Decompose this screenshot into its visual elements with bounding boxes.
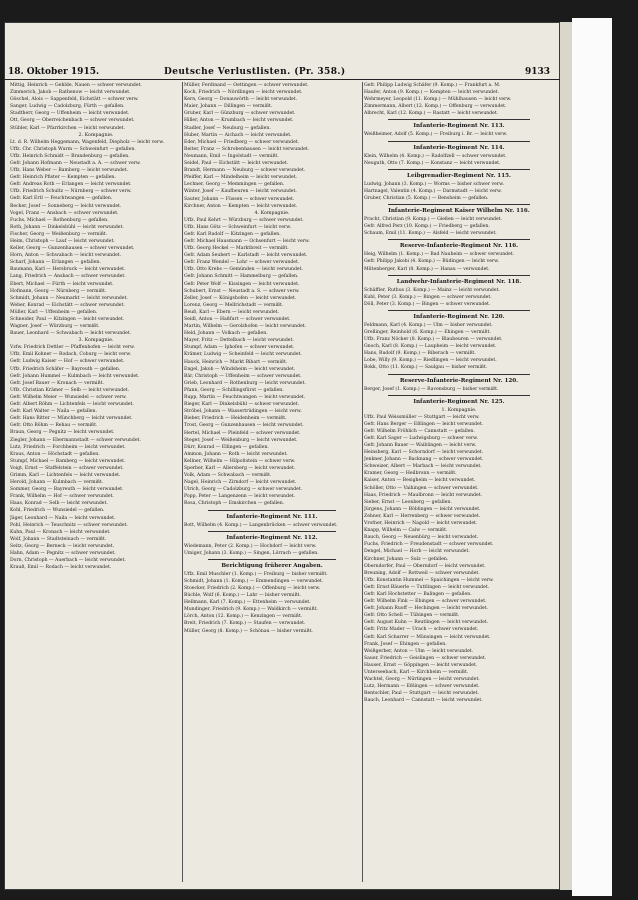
casualty-entry: Uffz. Chr. Christoph Wurm — Schweinfurt — gefallen. xyxy=(10,146,136,152)
casualty-entry: Gefr. Adam Seubert — Karlstadt — leicht verwundet. xyxy=(184,253,308,259)
casualty-entry: Feldmann, Karl (4. Komp.) — Ulm — bisher verwundet. xyxy=(364,322,493,328)
casualty-entry: Popp, Peter — Langenzenn — leicht verwundet. xyxy=(184,494,296,500)
casualty-entry: Winter, Josef — Kaufbeuren — leicht verwundet. xyxy=(184,189,297,195)
casualty-entry: Kirchner, Johann — Sulz — gefallen. xyxy=(364,556,449,562)
casualty-entry: Fischer, Georg — Weißenburg — vermißt. xyxy=(10,231,108,237)
casualty-entry: Gefr. Otto Böhm — Rehau — vermißt. xyxy=(10,423,98,429)
casualty-entry: Ulrich, Georg — Cadolzburg — schwer verwundet. xyxy=(184,487,303,493)
casualty-entry: Koch, Friedrich — Nördlingen — leicht verwundet. xyxy=(184,90,303,96)
casualty-entry: Sanger, Ludwig — Cadolzburg, Fürth — gefallen. xyxy=(10,104,125,110)
casualty-entry: Breit, Friedrich (7. Komp.) — Staufen — verwundet. xyxy=(184,621,306,627)
header-title: Deutsche Verlustlisten. (Pr. 358.) xyxy=(164,67,346,77)
casualty-entry: Sauer, Friedrich — Geislingen — schwer verwundet. xyxy=(364,655,487,661)
casualty-entry: Jürgens, Johann — Böblingen — leicht verwundet. xyxy=(364,506,481,512)
casualty-entry: Stumpf, Michael — Bamberg — leicht verwundet. xyxy=(10,458,126,464)
casualty-entry: Heinsberg, Karl — Schorndorf — leicht verwundet. xyxy=(364,450,484,456)
casualty-entry: Uffz. Georg Heckel — Marktbreit — vermißt. xyxy=(184,246,289,252)
casualty-entry: Hauck, Heinrich — Markt Bibart — vermißt. xyxy=(184,359,288,365)
casualty-entry: Bott, Wilhelm (4. Komp.) — Langenbrücken — schwer verwundet. xyxy=(184,522,338,528)
casualty-entry: Gefr. Ludwig Kaiser — Hof — schwer verwundet. xyxy=(10,359,125,365)
section-heading: Leibgrenadier-Regiment Nr. 115. xyxy=(407,172,511,179)
casualty-entry: Gefr. Alfred Perz (10. Komp.) — Friedberg — gefallen. xyxy=(364,224,490,230)
casualty-entry: Gefr. Wilhelm Fröhlich — Cannstatt — gefallen. xyxy=(364,428,475,434)
casualty-entry: Maier, Johann — Dillingen — vermißt. xyxy=(184,104,273,110)
casualty-entry: Steger, Josef — Weißenburg — leicht verwundet. xyxy=(184,437,298,443)
casualty-entry: Seidl, Anton — Haßfurt — schwer verwundet. xyxy=(184,317,291,322)
casualty-entry: Ziegler, Johann — Ebermannstadt — schwer verwundet. xyxy=(10,437,141,443)
casualty-entry: Kuhn, Paul — Kronach — leicht verwundet. xyxy=(10,529,111,535)
column-3 xyxy=(364,82,554,882)
casualty-entry: Unterseebach, Karl — Kirchheim — vermißt. xyxy=(364,670,469,675)
page-edge xyxy=(560,22,572,890)
company-heading: 3. Kompagnie. xyxy=(78,338,114,344)
casualty-entry: Umiger, Johann (3. Komp.) — Singen, Lörrach — gefallen. xyxy=(184,550,319,556)
section-heading: Reserve-Infanterie-Regiment Nr. 120. xyxy=(399,377,519,384)
casualty-entry: Hiller, Anton — Krumbach — leicht verwundet. xyxy=(184,118,294,124)
casualty-entry: Vrofner, Heinrich — Nagold — leicht verwundet. xyxy=(364,521,478,527)
casualty-entry: Held, Johann — Volkach — gefallen. xyxy=(184,331,268,337)
casualty-entry: Weber, Konrad — Eichstätt — schwer verwundet. xyxy=(10,302,125,308)
casualty-entry: Stumpf, Adam — Iphofen — schwer verwundet. xyxy=(184,345,295,351)
section-heading: Infanterie-Regiment Nr. 111. xyxy=(226,513,318,520)
casualty-entry: Eder, Michael — Friedberg — schwer verwundet. xyxy=(184,139,300,145)
casualty-entry: Gefr. Karl Walter — Naila — gefallen. xyxy=(10,409,97,415)
casualty-entry: Fuchs, Michael — Rothenburg — gefallen. xyxy=(10,217,109,223)
casualty-entry: Uffz. Friedrich Schäfer — Bayreuth — gefallen. xyxy=(10,366,121,372)
casualty-entry: Dorn, Christoph — Auerbach — leicht verwundet. xyxy=(10,558,126,564)
section-rule xyxy=(388,141,530,142)
casualty-entry: Gefr. Johann Schmitt — Hammelburg — gefallen. xyxy=(184,274,299,280)
casualty-entry: Gefr. Hans Berger — Eßlingen — leicht verwundet. xyxy=(364,421,484,427)
casualty-entry: Uffz. Emil Muschler (1. Komp.) — Freiburg — bisher vermißt. xyxy=(184,571,328,577)
casualty-entry: Engel, Jakob — Windsheim — leicht verwundet. xyxy=(184,366,296,372)
casualty-entry: Schubert, Ernst — Neustadt a. S. — schwer verw. xyxy=(184,288,300,294)
casualty-entry: Pfann, Georg — Schillingsfürst — gefallen. xyxy=(184,387,284,393)
section-rule xyxy=(388,374,530,375)
casualty-entry: Gefr. Johann Bauer — Waiblingen — leicht verw. xyxy=(364,443,477,448)
scan-background xyxy=(572,18,612,896)
section-heading: Infanterie-Regiment Nr. 125. xyxy=(413,398,505,405)
casualty-entry: Uffz. Hans Götz — Schweinfurt — leicht verw. xyxy=(184,224,292,230)
casualty-entry: Mittig, Heinrich — Gehlde, Nauen — schwer verwundet. xyxy=(10,83,142,88)
casualty-entry: Lang, Friedrich — Ansbach — schwer verwundet. xyxy=(10,274,126,280)
column-divider xyxy=(362,82,363,882)
casualty-entry: Gefr. Otto Schell — Tübingen — vermißt. xyxy=(364,613,460,619)
casualty-entry: Ludwig, Johann (3. Komp.) — Worms — bisher schwer verw. xyxy=(364,181,504,187)
casualty-entry: Gefr. Johann Hofmann — Neustadt a. A. — schwer verw. xyxy=(10,160,141,166)
newspaper-page xyxy=(4,22,560,890)
casualty-entry: Lt. d. R. Wilhelm Heggemann, Wagenfeld, Diepholz — leicht verw. xyxy=(10,139,165,145)
casualty-entry: Dengel, Michael — Horb — leicht verwundet. xyxy=(364,549,470,555)
casualty-entry: Gruber, Karl — Günzburg — schwer verwundet. xyxy=(184,111,296,117)
casualty-entry: Rauch, Georg — Neuenbürg — leicht verwundet. xyxy=(364,535,479,541)
casualty-entry: Sieber, Ernst — Leonberg — gefallen. xyxy=(364,499,452,505)
casualty-entry: Gefr. Karl Hochstetter — Balingen — gefallen. xyxy=(364,591,472,597)
casualty-entry: Hellmann, Karl (7. Komp.) — Ettenheim — verwundet. xyxy=(184,600,311,606)
casualty-entry: Kellner, Wilhelm — Hilpoltstein — schwer verw. xyxy=(184,458,296,464)
casualty-entry: Roth, Johann — Dinkelsbühl — leicht verwundet. xyxy=(10,224,124,230)
page-header xyxy=(4,65,560,80)
section-rule xyxy=(388,169,530,170)
casualty-entry: Wolf, Johann — Stadtsteinach — vermißt. xyxy=(10,536,107,542)
casualty-entry: Breuning, Adolf — Rottweil — schwer verwundet. xyxy=(364,570,480,576)
casualty-entry: Grieb, Leonhard — Rothenburg — leicht verwundet. xyxy=(184,380,306,386)
casualty-entry: Lutz, Hermann — Eßlingen — schwer verwundet. xyxy=(364,684,480,690)
casualty-entry: Ebert, Michael — Fürth — leicht verwundet. xyxy=(10,281,114,287)
casualty-entry: Göschel, Alois — Sappenfeld, Eichstätt — schwer verw. xyxy=(10,97,139,103)
casualty-entry: Fuchs, Friedrich — Freudenstadt — schwer verwundet. xyxy=(364,542,494,548)
casualty-entry: Gefr. Peter Wolf — Kissingen — leicht verwundet. xyxy=(184,281,300,287)
casualty-entry: Schmidt, Johann — Neumarkt — leicht verwundet. xyxy=(10,295,128,301)
casualty-entry: Nagel, Heinrich — Zirndorf — leicht verwundet. xyxy=(184,480,297,486)
casualty-entry: Hans, Rudolf (9. Komp.) — Biberach — vermißt. xyxy=(364,351,476,357)
casualty-entry: Gefr. Ernst Bäuerle — Tuttlingen — leicht verwundet. xyxy=(364,584,490,590)
casualty-entry: Uffz. Paul Weissmüller — Stuttgart — leicht verw. xyxy=(364,414,480,420)
company-heading: 4. Kompagnie. xyxy=(254,210,290,216)
casualty-entry: Gefr. Johann Ruoff — Hechingen — leicht verwundet. xyxy=(364,606,488,612)
casualty-entry: Weißheimer, Adolf (5. Komp.) — Freiburg i. Br. — leicht verw. xyxy=(364,132,508,138)
casualty-entry: Lechner, Georg — Memmingen — gefallen. xyxy=(184,182,285,188)
casualty-entry: Horn, Anton — Schwabach — leicht verwundet. xyxy=(10,253,122,259)
casualty-entry: Miltenberger, Karl (8. Komp.) — Hanau — verwundet. xyxy=(364,266,490,272)
casualty-entry: Reiter, Franz — Schrobenhausen — leicht verwundet. xyxy=(184,146,310,152)
casualty-entry: Kaiser, Anton — Besigheim — leicht verwundet. xyxy=(364,478,476,484)
casualty-entry: Hahn, Adam — Pegnitz — schwer verwundet. xyxy=(10,551,116,556)
casualty-entry: Stadler, Josef — Neuburg — gefallen. xyxy=(184,125,271,131)
casualty-entry: Gefr. Wilhelm Meier — Wunsiedel — schwer verw. xyxy=(10,394,127,400)
casualty-entry: Bokk, Otto (11. Komp.) — Saulgau — bisher vermißt. xyxy=(364,365,488,371)
casualty-entry: Schäffler, Ruthus (3. Komp.) — Mainz — leicht verwundet. xyxy=(364,287,500,293)
casualty-entry: Uffz. Friedrich Schultz — Nürnberg — schwer verw. xyxy=(10,189,132,195)
casualty-entry: Grimm, Karl — Lichtenfels — leicht verwundet. xyxy=(10,472,121,478)
casualty-entry: Hertel, Michael — Pleinfeld — schwer verwundet. xyxy=(184,430,301,436)
casualty-entry: Pracht, Christian (9. Komp.) — Gießen — leicht verwundet. xyxy=(364,217,503,223)
casualty-entry: Lutz, Friedrich — Forchheim — leicht verwundet. xyxy=(10,444,126,450)
casualty-entry: Baumann, Karl — Hersbruck — leicht verwundet. xyxy=(10,267,126,273)
casualty-entry: Mayer, Fritz — Dettelbach — leicht verwundet. xyxy=(184,338,294,344)
section-heading: Infanterie-Regiment Nr. 113. xyxy=(413,123,505,130)
casualty-entry: Rosa, Christoph — Emskirchen — gefallen. xyxy=(184,501,285,507)
casualty-entry: Gefr. Josef Bauer — Kronach — vermißt. xyxy=(10,380,104,386)
casualty-entry: Ammon, Johann — Roth — leicht verwundet. xyxy=(184,451,288,457)
casualty-entry: Huber, Martin — Aichach — leicht verwundet. xyxy=(184,132,292,138)
casualty-entry: Seidel, Paul — Eichstätt — leicht verwundet. xyxy=(184,161,289,167)
casualty-entry: Oberndorfer, Paul — Oberndorf — leicht verwundet. xyxy=(364,563,486,569)
casualty-entry: Gefr. Heinrich Pfister — Kempten — gefallen. xyxy=(10,175,116,181)
casualty-entry: Schaum, Emil (11. Komp.) — Alsfeld — leicht verwundet. xyxy=(364,231,497,237)
casualty-entry: Haufer, Anton (9. Komp.) — Kempten — leicht verwundet. xyxy=(364,90,499,96)
casualty-entry: Neumann, Emil — Ingolstadt — vermißt. xyxy=(184,153,279,159)
casualty-entry: Pohl, Heinrich — Teuschnitz — schwer verwundet. xyxy=(10,522,128,528)
casualty-entry: Martin, Wilhelm — Gerolzhofen — leicht verwundet. xyxy=(184,324,307,330)
column-1 xyxy=(10,82,182,882)
section-heading: Berichtigung früherer Angaben. xyxy=(221,562,323,569)
casualty-entry: Jenkner, Johann — Backnang — schwer verwundet. xyxy=(364,457,484,463)
casualty-entry: Frank, Josef — Ehingen — gefallen. xyxy=(364,641,447,647)
casualty-entry: Klein, Wilhelm (4. Komp.) — Radolfzell — schwer verwundet. xyxy=(364,153,507,159)
casualty-entry: Haas, Friedrich — Maulbronn — leicht verwundet. xyxy=(364,492,483,498)
section-heading: Infanterie-Regiment Nr. 114. xyxy=(413,144,505,151)
casualty-entry: Gefr. Franz Wendel — Lohr — schwer verwundet. xyxy=(184,260,300,266)
casualty-entry: Haas, Konrad — Selb — leicht verwundet. xyxy=(10,501,108,507)
column-2 xyxy=(184,82,360,882)
casualty-entry: Brandt, Hermann — Neuburg — schwer verwundet. xyxy=(184,168,306,174)
casualty-entry: Rupp, Martin — Feuchtwangen — leicht verwundet. xyxy=(184,395,306,401)
casualty-entry: Uffz. Franz Nöcker (8. Komp.) — Blaubeuren — verwundet. xyxy=(364,337,503,343)
casualty-entry: Wehrmeyer, Leopold (11. Komp.) — Mühlhausen — leicht verw. xyxy=(364,97,512,103)
section-rule xyxy=(208,559,336,560)
casualty-entry: Gruber, Christian (5. Komp.) — Bensheim — gefallen. xyxy=(364,195,489,201)
casualty-entry: Zimmermann, Albert (12. Komp.) — Offenburg — verwundet. xyxy=(364,104,507,110)
casualty-entry: Müller, Ferdinand — Oettingen — schwer verwundet. xyxy=(184,83,309,88)
section-rule xyxy=(388,119,530,120)
casualty-entry: Heim, Christoph — Lauf — leicht verwundet. xyxy=(10,238,115,244)
column-divider xyxy=(182,82,183,882)
casualty-entry: Trost, Georg — Gunzenhausen — leicht verwundet. xyxy=(184,423,304,429)
casualty-entry: Berger, Josef (1. Komp.) — Ravensburg — bisher vermißt. xyxy=(364,386,499,392)
casualty-entry: Hauser, Ernst — Göppingen — leicht verwundet. xyxy=(364,662,478,668)
company-heading: 2. Kompagnie. xyxy=(78,132,114,138)
casualty-entry: Stadtherr, Georg — Uffenheim — leicht verwundet. xyxy=(10,111,130,117)
casualty-entry: Dürr, Konrad — Ellingen — gefallen. xyxy=(184,444,269,450)
casualty-entry: Zeller, Josef — Königshofen — leicht verwundet. xyxy=(184,295,297,301)
casualty-entry: Kraus, Anton — Höchstadt — gefallen. xyxy=(10,451,100,457)
casualty-entry: Gefr. Hans Ritter — Münchberg — leicht verwundet. xyxy=(10,416,133,422)
casualty-entry: Stübler, Karl — Pfarrkirchen — leicht verwundet. xyxy=(10,125,125,131)
section-rule xyxy=(208,510,336,511)
casualty-entry: Döll, Peter (3. Komp.) — Bingen — schwer verwundet. xyxy=(364,301,491,307)
casualty-entry: Wagner, Josef — Würzburg — vermißt. xyxy=(10,324,100,330)
section-rule xyxy=(388,310,530,311)
casualty-entry: Müller, Karl — Uffenheim — gefallen. xyxy=(10,309,98,315)
casualty-entry: Gefr. Fritz Mader — Urach — schwer verwundet. xyxy=(364,627,479,633)
casualty-entry: Schöller, Otto — Vaihingen — schwer verwundet. xyxy=(364,485,479,491)
casualty-entry: Gefr. Philipp Jakobi (4. Komp.) — Büdingen — leicht verw. xyxy=(364,259,499,265)
casualty-entry: Schweizer, Albert — Marbach — leicht verwundet. xyxy=(364,464,482,470)
section-rule xyxy=(388,204,530,205)
casualty-entry: Müller, Georg (8. Komp.) — Schönau — bisher vermißt. xyxy=(184,628,313,634)
casualty-entry: Voigt, Ernst — Staffelstein — schwer verwundet. xyxy=(10,465,124,471)
casualty-entry: Gefr. Karl Ertl — Feuchtwangen — gefallen. xyxy=(10,196,113,202)
casualty-entry: Uffz. Emil Kohner — Rodach, Coburg — leicht verw. xyxy=(10,352,132,358)
casualty-entry: Ströbel, Johann — Wassertrüdingen — leicht verw. xyxy=(184,409,302,415)
casualty-entry: Rauch, Leonhard — Cannstatt — leicht verwundet. xyxy=(364,698,483,704)
casualty-entry: Zimmerich, Jakob — Rathenow — leicht verwundet. xyxy=(10,90,131,96)
casualty-entry: Gefr. Albert Röhm — Lichtenfels — leicht verwundet. xyxy=(10,402,134,408)
casualty-entry: Krämer, Ludwig — Scheinfeld — leicht verwundet. xyxy=(184,352,302,358)
casualty-entry: Rentschler, Paul — Stuttgart — leicht verwundet. xyxy=(364,691,479,697)
casualty-entry: Herold, Johann — Kulmbach — vermißt. xyxy=(10,480,104,486)
casualty-entry: Gefr. Michael Hausmann — Ochsenfurt — leicht verw. xyxy=(184,238,310,244)
section-heading: Infanterie-Regiment Nr. 112. xyxy=(226,534,318,541)
casualty-entry: Jäger, Leonhard — Naila — leicht verwundet. xyxy=(10,515,116,521)
casualty-entry: Schneider, Paul — Kitzingen — leicht verwundet. xyxy=(10,317,125,322)
casualty-entry: Weißgerber, Anton — Ulm — leicht verwundet. xyxy=(364,648,474,654)
casualty-entry: Kohl, Friedrich — Wunsiedel — gefallen. xyxy=(10,508,105,514)
section-rule xyxy=(388,239,530,240)
casualty-entry: Uffz. Hans Weber — Bamberg — leicht verwundet. xyxy=(10,168,129,174)
casualty-entry: Hofmann, Georg — Nürnberg — vermißt. xyxy=(10,288,107,294)
casualty-entry: Ott, Georg — Oberreichenbach — schwer verwundet. xyxy=(10,118,135,124)
casualty-entry: Sauter, Johann — Füssen — schwer verwundet. xyxy=(184,196,295,202)
casualty-entry: Grellinger, Reinhold (6. Komp.) — Ehingen — vermißt. xyxy=(364,329,491,335)
casualty-entry: Uffz. Paul Kehrt — Würzburg — schwer verwundet. xyxy=(184,217,304,223)
casualty-entry: Lobe, Willy (9. Komp.) — Riedlingen — leicht verwundet. xyxy=(364,358,497,364)
casualty-entry: Kuhl, Peter (3. Komp.) — Bingen — schwer verwundet. xyxy=(364,294,492,300)
casualty-entry: Sommer, Georg — Bayreuth — leicht verwundet. xyxy=(10,487,124,493)
casualty-entry: Gefr. Karl Sager — Ludwigsburg — schwer verw. xyxy=(364,435,479,441)
casualty-entry: Neuguth, Otto (7. Komp.) — Konstanz — leicht verwundet. xyxy=(364,160,501,166)
company-heading: 1. Kompagnie. xyxy=(441,407,477,413)
casualty-entry: Gefr. Philipp Ludwig Schäfer (9. Komp.) — Frankfurt a. M. xyxy=(364,83,501,88)
casualty-entry: Becker, Josef — Sonneberg — leicht verwundet. xyxy=(10,203,122,209)
casualty-entry: Bieber, Friedrich — Heidenheim — vermißt. xyxy=(184,416,287,422)
casualty-entry: Pfeiffer, Karl — Mindelheim — leicht verwundet. xyxy=(184,175,298,181)
casualty-entry: Hartnagel, Valentin (4. Komp.) — Darmstadt — leicht verw. xyxy=(364,188,502,194)
casualty-entry: Gefr. Wilhelm Fink — Ebingen — schwer verwundet. xyxy=(364,599,487,605)
header-date: 18. Oktober 1915. xyxy=(8,67,100,77)
section-heading: Infanterie-Regiment Kaiser Wilhelm Nr. 116. xyxy=(388,208,530,215)
casualty-entry: Mundinger, Friedrich (9. Komp.) — Waldkirch — vermißt. xyxy=(184,607,318,613)
casualty-entry: Uffz. Otto Krebs — Gemünden — leicht verwundet. xyxy=(184,267,303,273)
casualty-entry: Albrecht, Karl (12. Komp.) — Rastatt — leicht verwundet. xyxy=(364,111,499,117)
casualty-entry: Stoecker, Friedrich (2. Komp.) — Offenburg — leicht verw. xyxy=(184,586,321,591)
casualty-entry: Rieger, Karl — Dinkelsbühl — schwer verwundet. xyxy=(184,402,300,408)
casualty-entry: Bär, Christoph — Uffenheim — schwer verwundet. xyxy=(184,373,302,379)
casualty-entry: Zehner, Karl — Herrenberg — schwer verwundet. xyxy=(364,513,481,519)
casualty-entry: Uffz. Christian Krämer — Selb — leicht verwundet. xyxy=(10,387,130,393)
section-rule xyxy=(388,395,530,396)
casualty-entry: Uffz. Konstantin Hummel — Spaichingen — leicht verw. xyxy=(364,577,494,583)
casualty-entry: Braun, Georg — Pegnitz — leicht verwundet. xyxy=(10,430,115,436)
casualty-entry: Gefr. Karl Scharrer — Münsingen — leicht verwundet. xyxy=(364,634,491,640)
casualty-entry: Scharf, Johann — Erlangen — gefallen. xyxy=(10,260,101,266)
casualty-entry: Gefr. August Kuhn — Reutlingen — leicht verwundet. xyxy=(364,620,489,626)
casualty-entry: Lörch, Anton (12. Komp.) — Kenzingen — vermißt. xyxy=(184,614,303,620)
header-page-number: 9133 xyxy=(524,67,550,77)
casualty-entry: Sperber, Karl — Allersberg — leicht verwundet. xyxy=(184,465,296,471)
casualty-entry: Kirchner, Anton — Kempten — leicht verwundet. xyxy=(184,203,298,209)
casualty-entry: Volk, Adam — Schwabach — vermißt. xyxy=(184,473,272,479)
casualty-entry: Vzfw. Friedrich Dettler — Pfaffenhofen — leicht verw. xyxy=(10,345,135,351)
casualty-entry: Reuß, Karl — Ebern — leicht verwundet. xyxy=(184,309,279,315)
casualty-entry: Knapp, Wilhelm — Calw — vermißt. xyxy=(364,528,448,534)
section-rule xyxy=(388,275,530,276)
casualty-entry: Uffz. Heinrich Schmidt — Brandenburg — gefallen. xyxy=(10,153,130,159)
section-heading: Reserve-Infanterie-Regiment Nr. 116. xyxy=(399,243,519,250)
casualty-entry: Krauß, Emil — Rodach — leicht verwundet. xyxy=(10,565,112,571)
casualty-entry: Bauer, Leonhard — Schwabach — leicht verwundet. xyxy=(10,331,132,337)
casualty-entry: Seitz, Georg — Berneck — leicht verwundet. xyxy=(10,543,114,549)
casualty-entry: Heig, Wilhelm (1. Komp.) — Bad Nauheim — schwer verwundet. xyxy=(364,252,515,258)
casualty-entry: Lorenz, Georg — Mellrichstadt — vermißt. xyxy=(184,302,284,308)
section-heading: Landwehr-Infanterie-Regiment Nr. 118. xyxy=(396,278,522,285)
section-rule xyxy=(208,531,336,532)
casualty-entry: Schmidt, Johann (1. Komp.) — Emmendingen — verwundet. xyxy=(184,578,324,584)
casualty-entry: Wachtel, Georg — Nürtingen — leicht verwundet. xyxy=(364,677,480,683)
casualty-entry: Gefr. Karl Rudolf — Kitzingen — gefallen. xyxy=(184,231,281,237)
casualty-entry: Kramer, Georg — Heilbronn — vermißt. xyxy=(364,471,457,477)
casualty-entry: Wiedemann, Peter (2. Komp.) — Hochdorf — leicht verw. xyxy=(184,543,317,549)
casualty-entry: Vogel, Franz — Ansbach — schwer verwundet. xyxy=(10,210,119,216)
casualty-entry: Gefr. Johann Hummel — Kulmbach — leicht verwundet. xyxy=(10,373,140,379)
casualty-entry: Gefr. Andreas Roth — Erlangen — leicht verwundet. xyxy=(10,182,132,188)
casualty-entry: Keller, Georg — Gunzenhausen — schwer verwundet. xyxy=(10,246,135,252)
casualty-entry: Frank, Wilhelm — Hof — schwer verwundet. xyxy=(10,494,114,500)
casualty-entry: Büchle, Wolf (6. Komp.) — Lahr — bisher vermißt. xyxy=(184,593,301,599)
casualty-entry: Gnoch, Karl (8. Komp.) — Laupheim — leicht verwundet. xyxy=(364,344,497,350)
casualty-entry: Kern, Georg — Donauwörth — leicht verwundet. xyxy=(184,97,298,103)
section-heading: Infanterie-Regiment Nr. 120. xyxy=(413,313,505,320)
